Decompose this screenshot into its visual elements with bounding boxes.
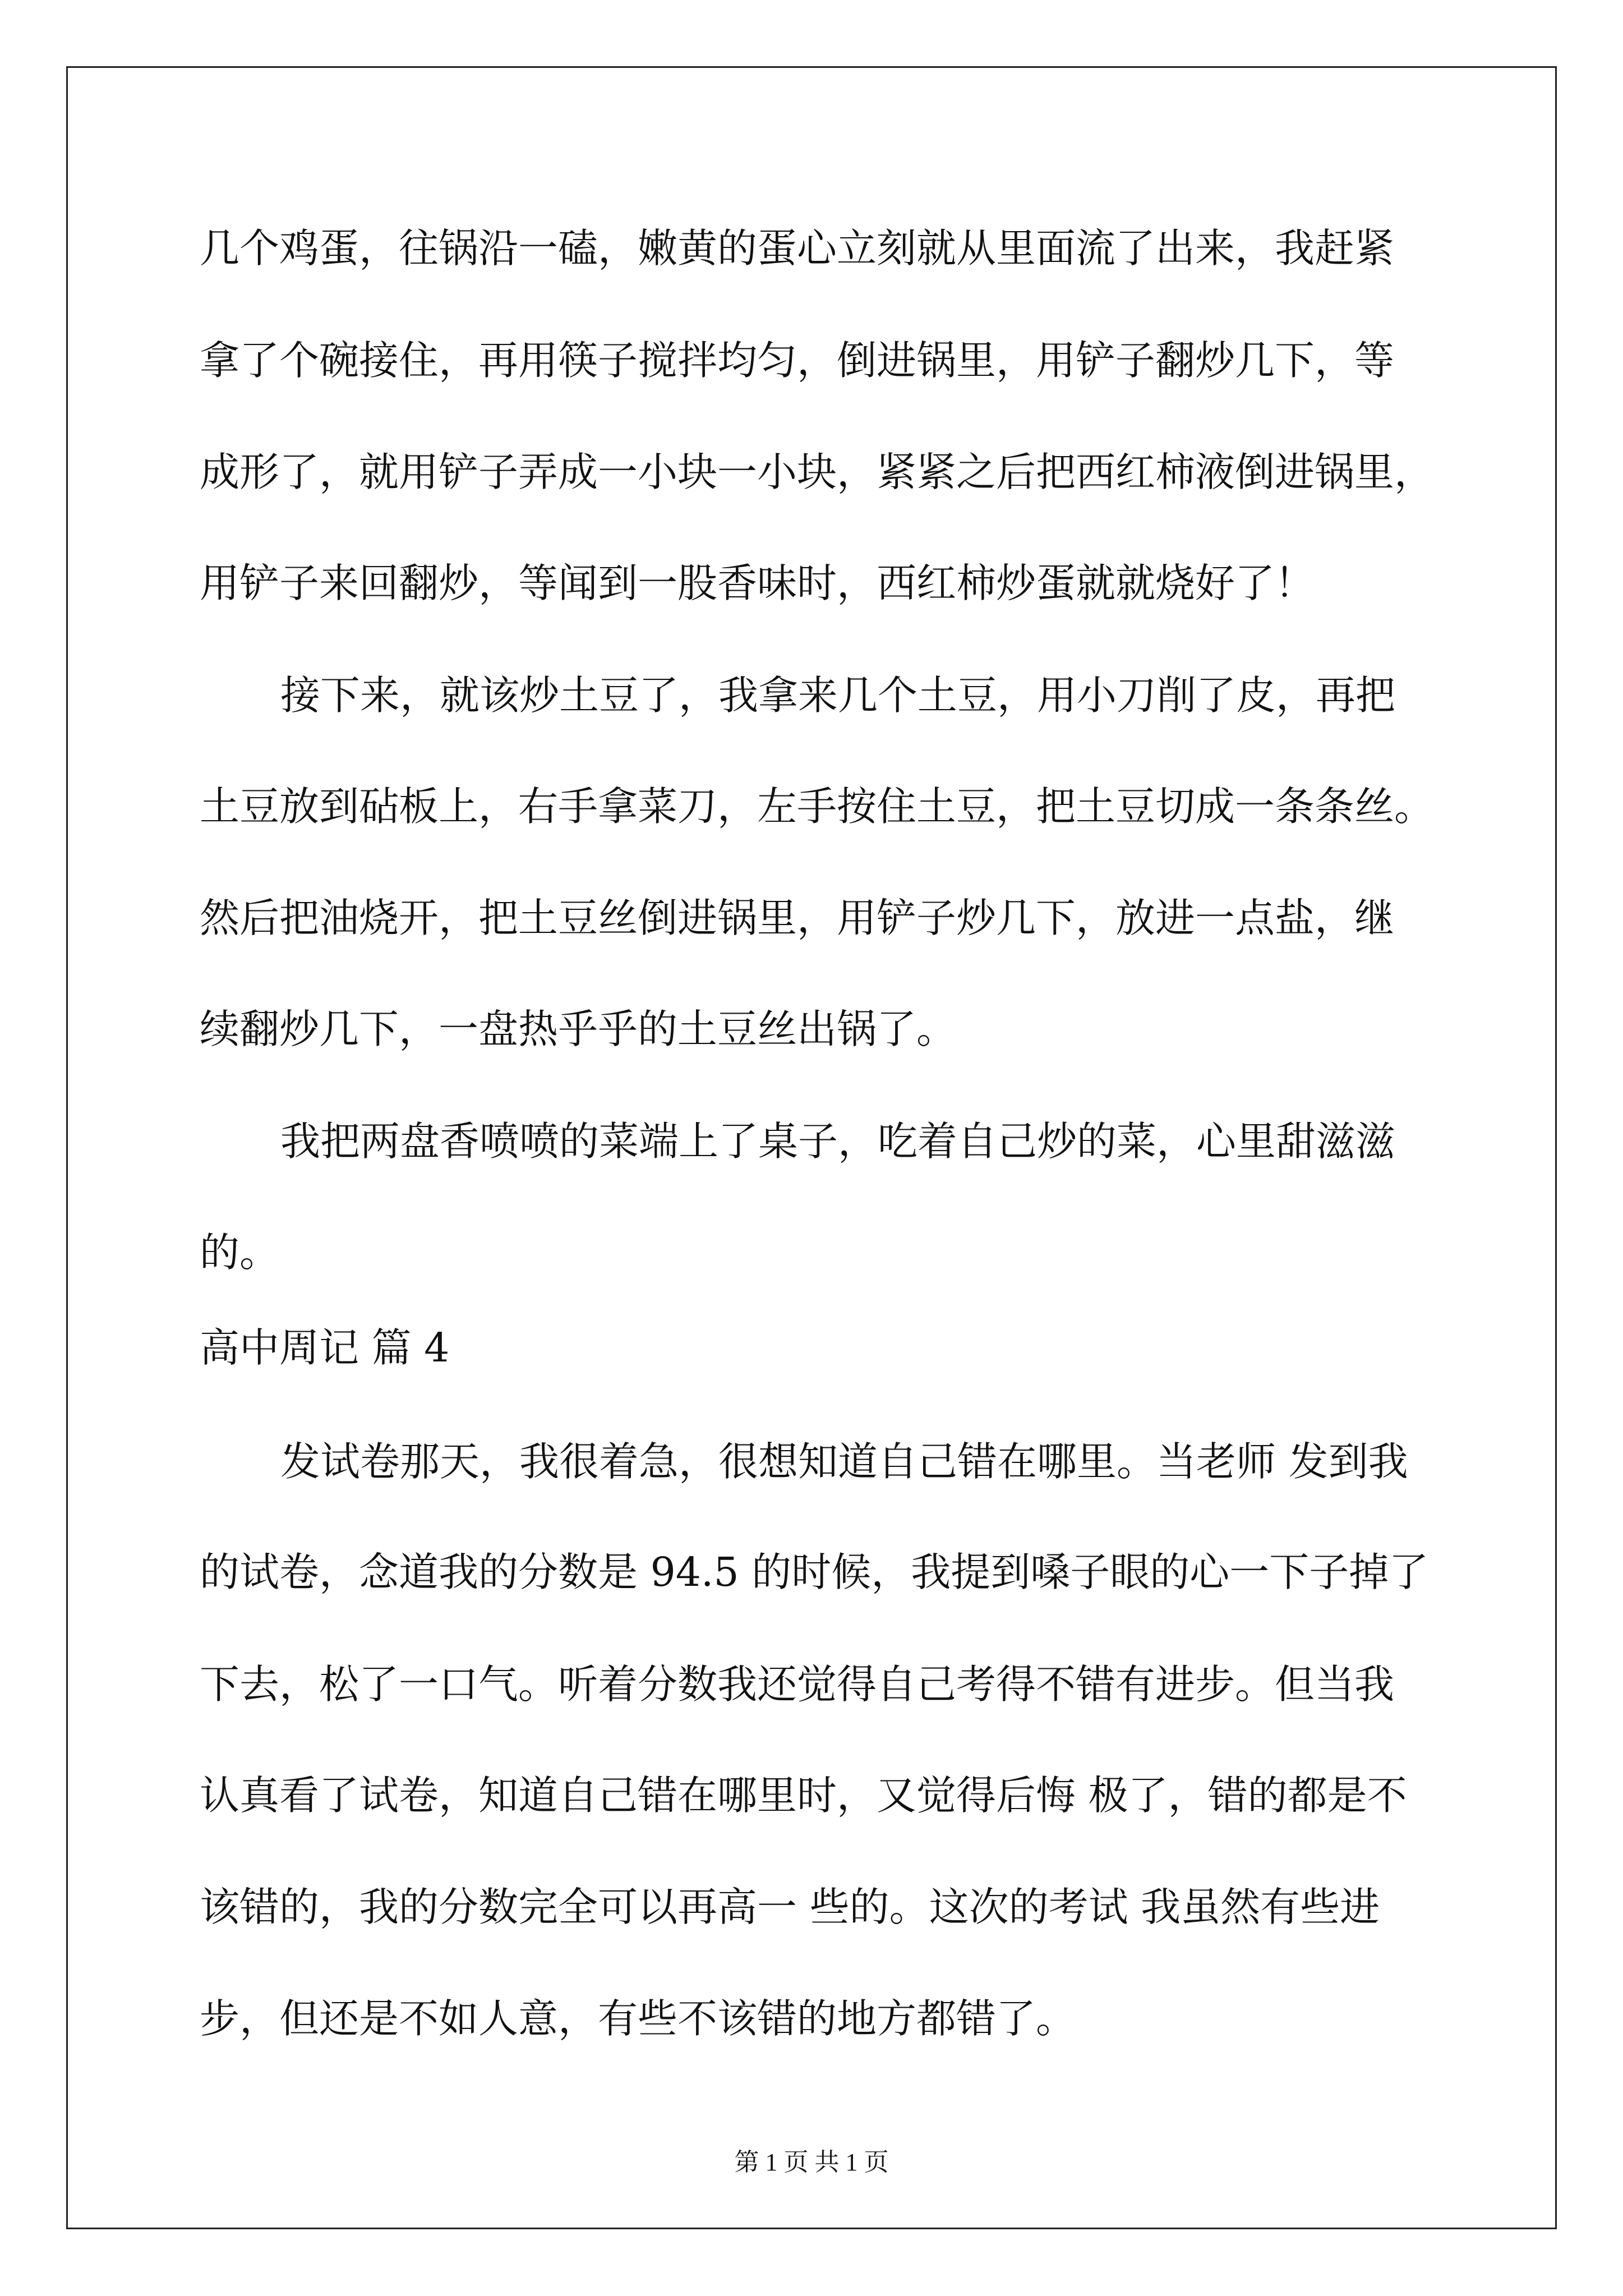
text-line: 该错的，我的分数完全可以再高一 些的。这次的考试 我虽然有些进 [200, 1884, 1380, 1930]
text-line: 几个鸡蛋，往锅沿一磕，嫩黄的蛋心立刻就从里面流了出来，我赶紧 [200, 225, 1395, 272]
text-line: 然后把油烧开，把土豆丝倒进锅里，用铲子炒几下，放进一点盐，继 [200, 895, 1395, 941]
text-line: 拿了个碗接住，再用筷子搅拌均匀，倒进锅里，用铲子翻炒几下，等 [200, 337, 1395, 384]
text-line: 发试卷那天，我很着急，很想知道自己错在哪里。当老师 发到我 [280, 1438, 1408, 1485]
text-line: 用铲子来回翻炒，等闻到一股香味时，西红柿炒蛋就就烧好了！ [200, 560, 1315, 606]
text-line: 的试卷，念道我的分数是 94.5 的时候，我提到嗓子眼的心一下子掉了 [200, 1549, 1429, 1595]
section-heading: 高中周记 篇 4 [200, 1324, 450, 1371]
text-line: 下去，松了一口气。听着分数我还觉得自己考得不错有进步。但当我 [200, 1661, 1395, 1708]
page-footer: 第 1 页 共 1 页 [734, 2148, 889, 2176]
text-line: 我把两盘香喷喷的菜端上了桌子，吃着自己炒的菜，心里甜滋滋 [280, 1118, 1396, 1165]
text-line: 续翻炒几下，一盘热乎乎的土豆丝出锅了。 [200, 1006, 957, 1052]
text-line: 土豆放到砧板上，右手拿菜刀，左手按住土豆，把土豆切成一条条丝。 [200, 783, 1435, 830]
text-line: 的。 [200, 1229, 280, 1276]
text-line: 认真看了试卷，知道自己错在哪里时，又觉得后悔 极了，错的都是不 [200, 1772, 1407, 1819]
text-line: 成形了，就用铲子弄成一小块一小块，紧紧之后把西红柿液倒进锅里， [200, 449, 1435, 495]
text-line: 接下来，就该炒土豆了，我拿来几个土豆，用小刀削了皮，再把 [280, 672, 1396, 719]
text-line: 步，但还是不如人意，有些不该错的地方都错了。 [200, 1995, 1076, 2042]
